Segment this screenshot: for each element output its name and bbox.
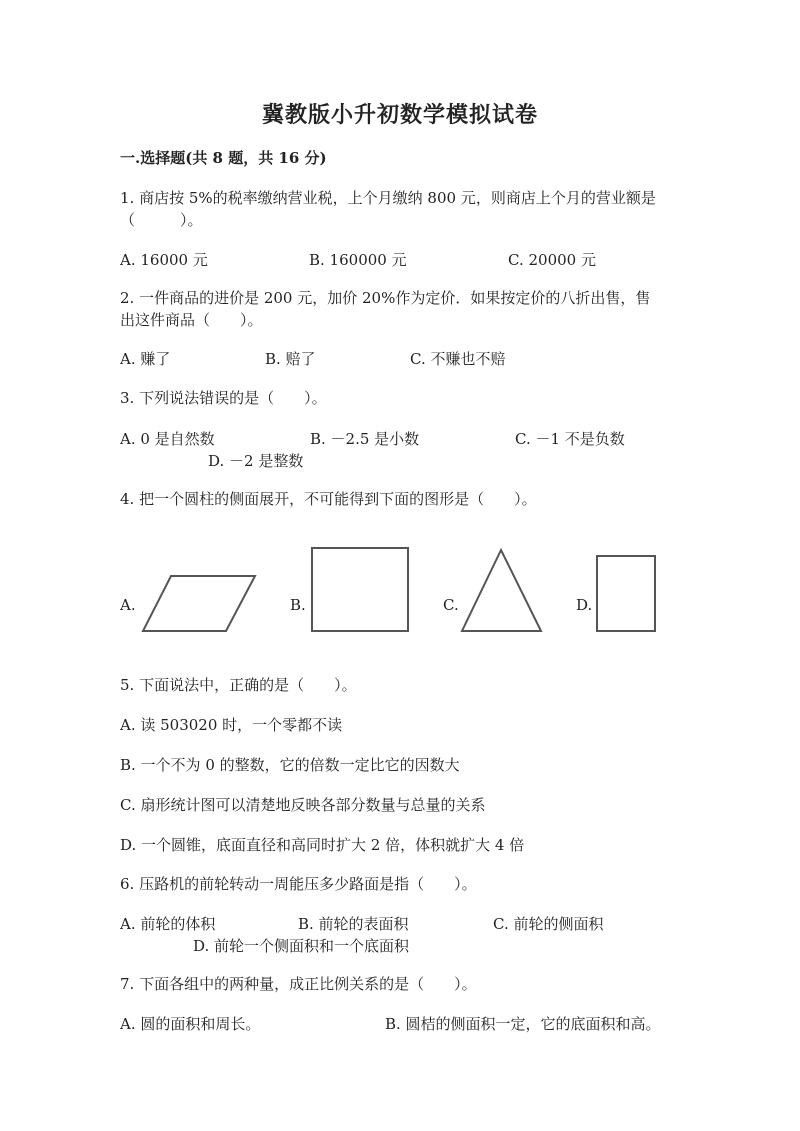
q1-option-a[interactable]: A. 16000 元 bbox=[120, 251, 208, 269]
q6-option-d[interactable]: D. 前轮一个侧面积和一个底面积 bbox=[193, 937, 410, 955]
question-1-line1: 1. 商店按 5%的税率缴纳营业税，上个月缴纳 800 元，则商店上个月的营业额是 bbox=[120, 189, 656, 207]
section-heading: 一.选择题(共 8 题，共 16 分) bbox=[120, 149, 327, 167]
q4-option-d[interactable]: D. bbox=[576, 596, 593, 614]
q5-option-b[interactable]: B. 一个不为 0 的整数，它的倍数一定比它的因数大 bbox=[120, 756, 460, 774]
q1-option-b[interactable]: B. 160000 元 bbox=[309, 251, 407, 269]
q2-option-b[interactable]: B. 赔了 bbox=[265, 350, 316, 368]
q7-option-b[interactable]: B. 圆桔的侧面积一定，它的底面积和高。 bbox=[385, 1015, 661, 1033]
page-title: 冀教版小升初数学模拟试卷 bbox=[261, 102, 538, 128]
q5-option-d[interactable]: D. 一个圆锥，底面直径和高同时扩大 2 倍，体积就扩大 4 倍 bbox=[120, 836, 525, 854]
q4-option-c[interactable]: C. bbox=[443, 596, 459, 614]
question-4: 4. 把一个圆柱的侧面展开，不可能得到下面的图形是（ ）。 bbox=[120, 490, 537, 508]
q7-option-a[interactable]: A. 圆的面积和周长。 bbox=[120, 1015, 261, 1033]
question-2 bbox=[120, 287, 650, 331]
triangle-shape bbox=[460, 548, 544, 634]
q2-option-c[interactable]: C. 不赚也不赔 bbox=[410, 350, 506, 368]
q4-option-b[interactable]: B. bbox=[290, 596, 306, 614]
question-3: 3. 下列说法错误的是（ ）。 bbox=[120, 389, 327, 407]
q6-option-b[interactable]: B. 前轮的表面积 bbox=[298, 915, 409, 933]
q3-option-b[interactable]: B. －2.5 是小数 bbox=[310, 430, 420, 448]
q2-option-a[interactable]: A. 赚了 bbox=[120, 350, 171, 368]
q3-option-a[interactable]: A. 0 是自然数 bbox=[120, 430, 215, 448]
question-2-line2: 出这件商品（ ）。 bbox=[120, 311, 263, 329]
parallelogram-shape bbox=[140, 574, 260, 634]
q1-option-c[interactable]: C. 20000 元 bbox=[508, 251, 596, 269]
q6-option-c[interactable]: C. 前轮的侧面积 bbox=[493, 915, 604, 933]
question-5: 5. 下面说法中，正确的是（ ）。 bbox=[120, 676, 357, 694]
question-6: 6. 压路机的前轮转动一周能压多少路面是指（ ）。 bbox=[120, 875, 477, 893]
question-1-line2: （ ）。 bbox=[120, 211, 203, 229]
q3-option-c[interactable]: C. －1 不是负数 bbox=[515, 430, 625, 448]
question-2-line1: 2. 一件商品的进价是 200 元，加价 20%作为定价．如果按定价的八折出售，售 bbox=[120, 289, 651, 307]
square-shape bbox=[311, 547, 411, 633]
q5-option-c[interactable]: C. 扇形统计图可以清楚地反映各部分数量与总量的关系 bbox=[120, 796, 486, 814]
question-1 bbox=[120, 187, 656, 231]
q4-option-a[interactable]: A. bbox=[120, 596, 136, 614]
q3-option-d[interactable]: D. －2 是整数 bbox=[208, 452, 304, 470]
q6-option-a[interactable]: A. 前轮的体积 bbox=[120, 915, 216, 933]
rectangle-shape bbox=[596, 555, 658, 633]
q5-option-a[interactable]: A. 读 503020 时，一个零都不读 bbox=[120, 716, 343, 734]
question-7: 7. 下面各组中的两种量，成正比例关系的是（ ）。 bbox=[120, 975, 477, 993]
